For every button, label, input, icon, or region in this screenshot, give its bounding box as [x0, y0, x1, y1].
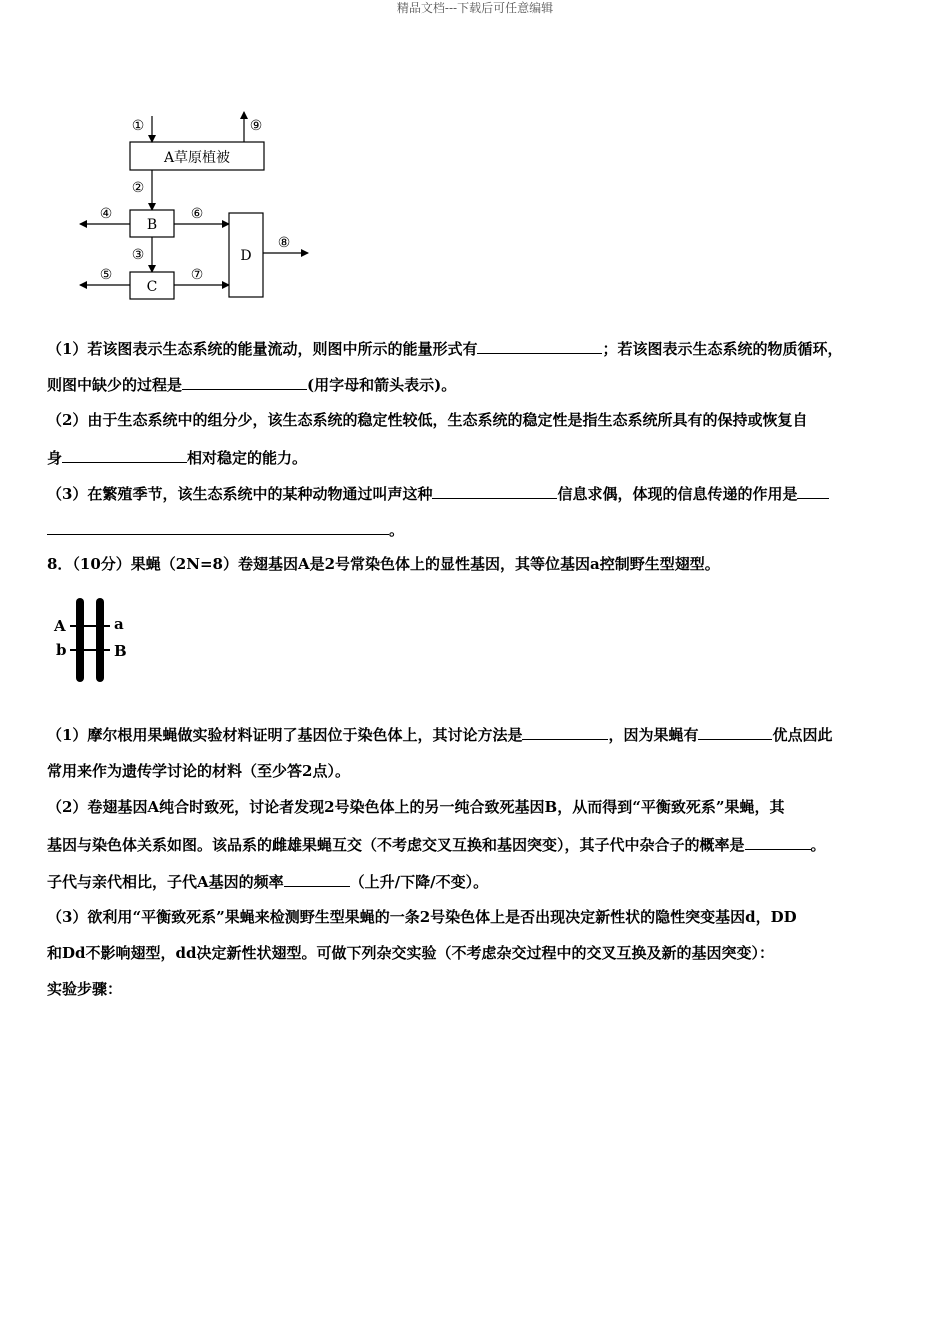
q7-p1-text-c: 则图中缺少的过程是 — [47, 376, 183, 394]
q8-p3-line3 — [47, 978, 910, 1000]
label-9: ⑨ — [249, 118, 263, 134]
answer-blank[interactable] — [698, 723, 772, 740]
answer-blank[interactable] — [745, 833, 811, 850]
q8-p2-text-c: 。 — [810, 836, 826, 854]
label-2: ② — [131, 180, 145, 196]
q7-p1-line2 — [47, 373, 910, 396]
q7-p1-line1 — [47, 337, 910, 360]
q8-p2-text-a: （2）卷翅基因A纯合时致死，讨论者发现2号染色体上的另一纯合致死基因B，从而得到“平衡致死系”果蝇，其 — [47, 798, 785, 816]
allele-right-bottom: B — [114, 642, 127, 660]
q8-p1-text-b: ，因为果蝇有 — [608, 726, 699, 744]
q8-title-text: 8．（10分）果蝇（2N=8）卷翅基因A是2号常染色体上的显性基因，其等位基因a控制野生型翅型。 — [47, 555, 720, 573]
answer-blank[interactable] — [62, 446, 187, 463]
allele-left-top: A — [54, 617, 66, 635]
q7-p2-text-b: 身 — [47, 449, 63, 467]
answer-blank[interactable] — [47, 518, 389, 535]
energy-flow-diagram — [70, 108, 330, 308]
answer-blank[interactable] — [182, 373, 307, 390]
answer-blank[interactable] — [797, 482, 829, 499]
q8-title — [47, 553, 910, 575]
answer-blank[interactable] — [477, 337, 602, 354]
box-d-label: D — [240, 248, 252, 264]
q7-p1-text-b: ；若该图表示生态系统的物质循环， — [602, 340, 843, 358]
allele-left-bottom: b — [56, 641, 67, 659]
q7-p3-line2 — [47, 518, 910, 541]
q8-p1-text-a: （1）摩尔根用果蝇做实验材料证明了基因位于染色体上，其讨论方法是 — [47, 726, 523, 744]
q8-p3-text-b: 和Dd不影响翅型，dd决定新性状翅型。可做下列杂交实验（不考虑杂交过程中的交叉互换及新的基因突变）： — [47, 944, 774, 962]
q8-p3-text-c: 实验步骤： — [47, 980, 123, 998]
label-1: ① — [131, 118, 145, 134]
flow-diagram-svg — [70, 108, 330, 308]
q7-p2-text-c: 相对稳定的能力。 — [187, 449, 308, 467]
q8-p2-text-b: 基因与染色体关系如图。该品系的雌雄果蝇互交（不考虑交叉互换和基因突变），其子代中杂合子的概率是 — [47, 836, 745, 854]
chromosome-svg — [50, 594, 140, 686]
chromosome-right — [96, 598, 104, 682]
label-7: ⑦ — [190, 267, 204, 283]
q8-p2-line1 — [47, 796, 910, 818]
q8-p1-line1 — [47, 723, 910, 746]
label-5: ⑤ — [99, 267, 113, 283]
label-3: ③ — [131, 247, 145, 263]
q7-p2-text-a: （2）由于生态系统中的组分少，该生态系统的稳定性较低，生态系统的稳定性是指生态系统所具有的保持或恢复自 — [47, 411, 808, 429]
q7-p3-line1 — [47, 482, 910, 505]
q8-p2-line2 — [47, 833, 910, 856]
box-b-label: B — [146, 217, 158, 233]
chromosome-left — [76, 598, 84, 682]
label-8: ⑧ — [277, 235, 291, 251]
q8-p3-line2 — [47, 942, 910, 964]
q8-p2-text-e: （上升/下降/不变）。 — [349, 873, 489, 891]
allele-right-top: a — [114, 615, 124, 633]
q8-p3-line1 — [47, 906, 910, 928]
q7-p1-text-a: （1）若该图表示生态系统的能量流动，则图中所示的能量形式有 — [47, 340, 478, 358]
answer-blank[interactable] — [432, 482, 557, 499]
label-4: ④ — [99, 206, 113, 222]
q8-p1-line2 — [47, 760, 910, 782]
box-a-label: A草原植被 — [163, 150, 231, 166]
q8-p1-text-d: 常用来作为遗传学讨论的材料（至少答2点）。 — [47, 762, 350, 780]
q7-p2-line1 — [47, 409, 910, 431]
q7-p1-text-d: (用字母和箭头表示)。 — [307, 376, 457, 394]
q8-p2-text-d: 子代与亲代相比，子代A基因的频率 — [47, 873, 284, 891]
page-header: 精品文档---下载后可任意编辑 — [396, 1, 554, 15]
answer-blank[interactable] — [284, 870, 350, 887]
q8-p2-line3 — [47, 870, 910, 893]
q7-p3-end: 。 — [389, 521, 405, 539]
q7-p3-text-b: 信息求偶，体现的信息传递的作用是 — [557, 485, 798, 503]
q8-p3-text-a: （3）欲利用“平衡致死系”果蝇来检测野生型果蝇的一条2号染色体上是否出现决定新性状的隐性突变基因d，DD — [47, 908, 797, 926]
q7-p2-line2 — [47, 446, 910, 469]
chromosome-diagram — [50, 594, 140, 686]
box-c-label: C — [146, 279, 158, 295]
q7-p3-text-a: （3）在繁殖季节，该生态系统中的某种动物通过叫声这种 — [47, 485, 433, 503]
answer-blank[interactable] — [522, 723, 608, 740]
label-6: ⑥ — [190, 206, 204, 222]
q8-p1-text-c: 优点因此 — [772, 726, 833, 744]
